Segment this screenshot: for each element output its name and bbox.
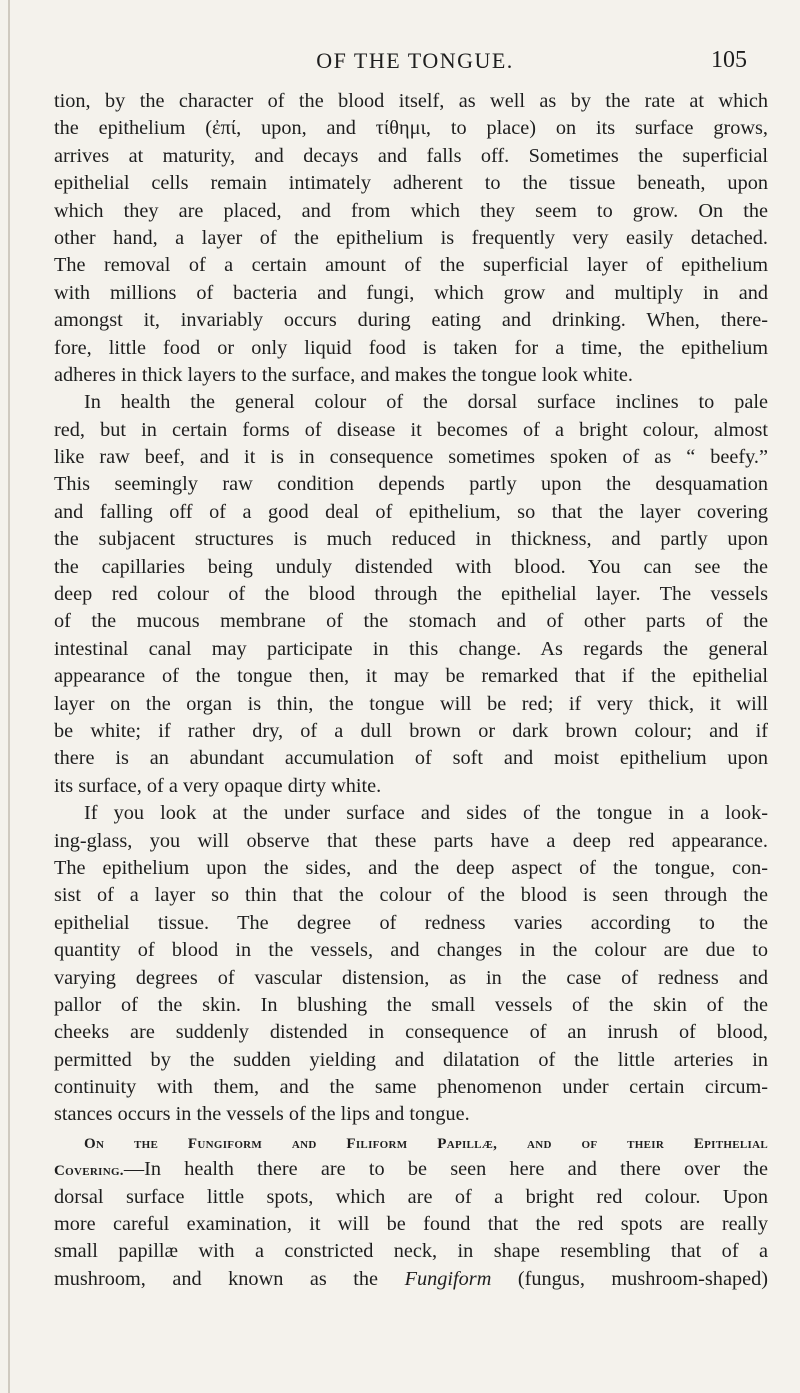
section-line-2: dorsal surface little spots, which are of a bright red colour. Upon: [54, 1185, 768, 1208]
fungiform-term: Fungiform: [404, 1267, 492, 1290]
text-line: stances occurs in the vessels of the lips and tongue.: [54, 1103, 470, 1126]
text-line: arrives at maturity, and decays and falls off. Sometimes the superficial: [54, 144, 768, 167]
text-line: the subjacent structures is much reduced in thickness, and partly upon: [54, 528, 768, 551]
text-line: The removal of a certain amount of the superficial layer of epithelium: [54, 254, 768, 277]
text-line: the capillaries being unduly distended with blood. You can see the: [54, 555, 768, 578]
text-line: The epithelium upon the sides, and the deep aspect of the tongue, con-: [54, 856, 768, 879]
text-line: deep red colour of the blood through the epithelial layer. The vessels: [54, 583, 768, 606]
text-line: continuity with them, and the same phenomenon under certain circum-: [54, 1076, 768, 1099]
section-heading: On the Fungiform and Filiform Papillæ, and of their Epithelial: [84, 1135, 768, 1152]
text-line: and falling off of a good deal of epithelium, so that the layer covering: [54, 500, 768, 523]
text-line: In health the general colour of the dorsal surface inclines to pale: [84, 391, 768, 414]
page-edge-shadow: [8, 0, 10, 1393]
text-line: with millions of bacteria and fungi, which grow and multiply in and: [54, 281, 768, 304]
running-head: OF THE TONGUE.: [316, 48, 514, 73]
section-line-4: small papillæ with a constricted neck, in shape resembling that of a: [54, 1240, 768, 1263]
text-line: appearance of the tongue then, it may be remarked that if the epithelial: [54, 665, 768, 688]
text-line: which they are placed, and from which they seem to grow. On the: [54, 199, 768, 222]
text-line: the epithelium (ἐπί, upon, and τίθημι, to place) on its surface grows,: [54, 117, 768, 140]
text-line: its surface, of a very opaque dirty white.: [54, 774, 382, 797]
section-line-1: [54, 1156, 768, 1183]
text-line: permitted by the sudden yielding and dilatation of the little arteries in: [54, 1048, 768, 1071]
section-line-1-text: —In health there are to be seen here and there over the: [123, 1158, 768, 1181]
text-line: If you look at the under surface and sides of the tongue in a look-: [84, 802, 768, 825]
text-line: of the mucous membrane of the stomach and of other parts of the: [54, 610, 768, 633]
text-line: varying degrees of vascular distension, as in the case of redness and: [54, 966, 768, 989]
text-line: be white; if rather dry, of a dull brown or dark brown colour; and if: [54, 719, 768, 742]
text-line: like raw beef, and it is in consequence sometimes spoken of as “ beefy.”: [54, 446, 768, 469]
text-line: other hand, a layer of the epithelium is frequently very easily detached.: [54, 226, 768, 249]
text-line: epithelial tissue. The degree of redness varies according to the: [54, 911, 768, 934]
text-line: layer on the organ is thin, the tongue will be red; if very thick, it will: [54, 692, 768, 715]
text-line: red, but in certain forms of disease it becomes of a bright colour, almost: [54, 418, 768, 441]
text-line: amongst it, invariably occurs during eating and drinking. When, there-: [54, 309, 768, 332]
section-line-3: more careful examination, it will be found that the red spots are really: [54, 1213, 768, 1236]
page-header: [55, 48, 775, 78]
section-heading-cont: Covering.: [54, 1163, 124, 1180]
section-line-5-a: mushroom, and known as the: [54, 1267, 405, 1290]
text-line: adheres in thick layers to the surface, and makes the tongue look white.: [54, 363, 633, 386]
section-heading-line: [54, 1129, 768, 1156]
body-text: [54, 88, 768, 1293]
section-line-5: [54, 1266, 768, 1293]
text-line: sist of a layer so thin that the colour of the blood is seen through the: [54, 884, 768, 907]
text-line: there is an abundant accumulation of soft and moist epithelium upon: [54, 747, 768, 770]
text-line: tion, by the character of the blood itself, as well as by the rate at which: [54, 90, 768, 112]
text-line: This seemingly raw condition depends partly upon the desquamation: [54, 473, 768, 496]
text-line: epithelial cells remain intimately adherent to the tissue beneath, upon: [54, 172, 768, 195]
text-line: cheeks are suddenly distended in consequence of an inrush of blood,: [54, 1021, 768, 1044]
text-line: fore, little food or only liquid food is taken for a time, the epithelium: [54, 336, 768, 359]
text-line: pallor of the skin. In blushing the small vessels of the skin of the: [54, 993, 768, 1016]
text-line: intestinal canal may participate in this change. As regards the general: [54, 637, 768, 660]
page-number: 105: [711, 47, 747, 73]
section-line-5-b: (fungus, mushroom-shaped): [491, 1267, 768, 1290]
text-line: quantity of blood in the vessels, and changes in the colour are due to: [54, 939, 768, 962]
paragraph-lines: [54, 88, 768, 1129]
text-line: ing-glass, you will observe that these parts have a deep red appearance.: [54, 829, 768, 852]
